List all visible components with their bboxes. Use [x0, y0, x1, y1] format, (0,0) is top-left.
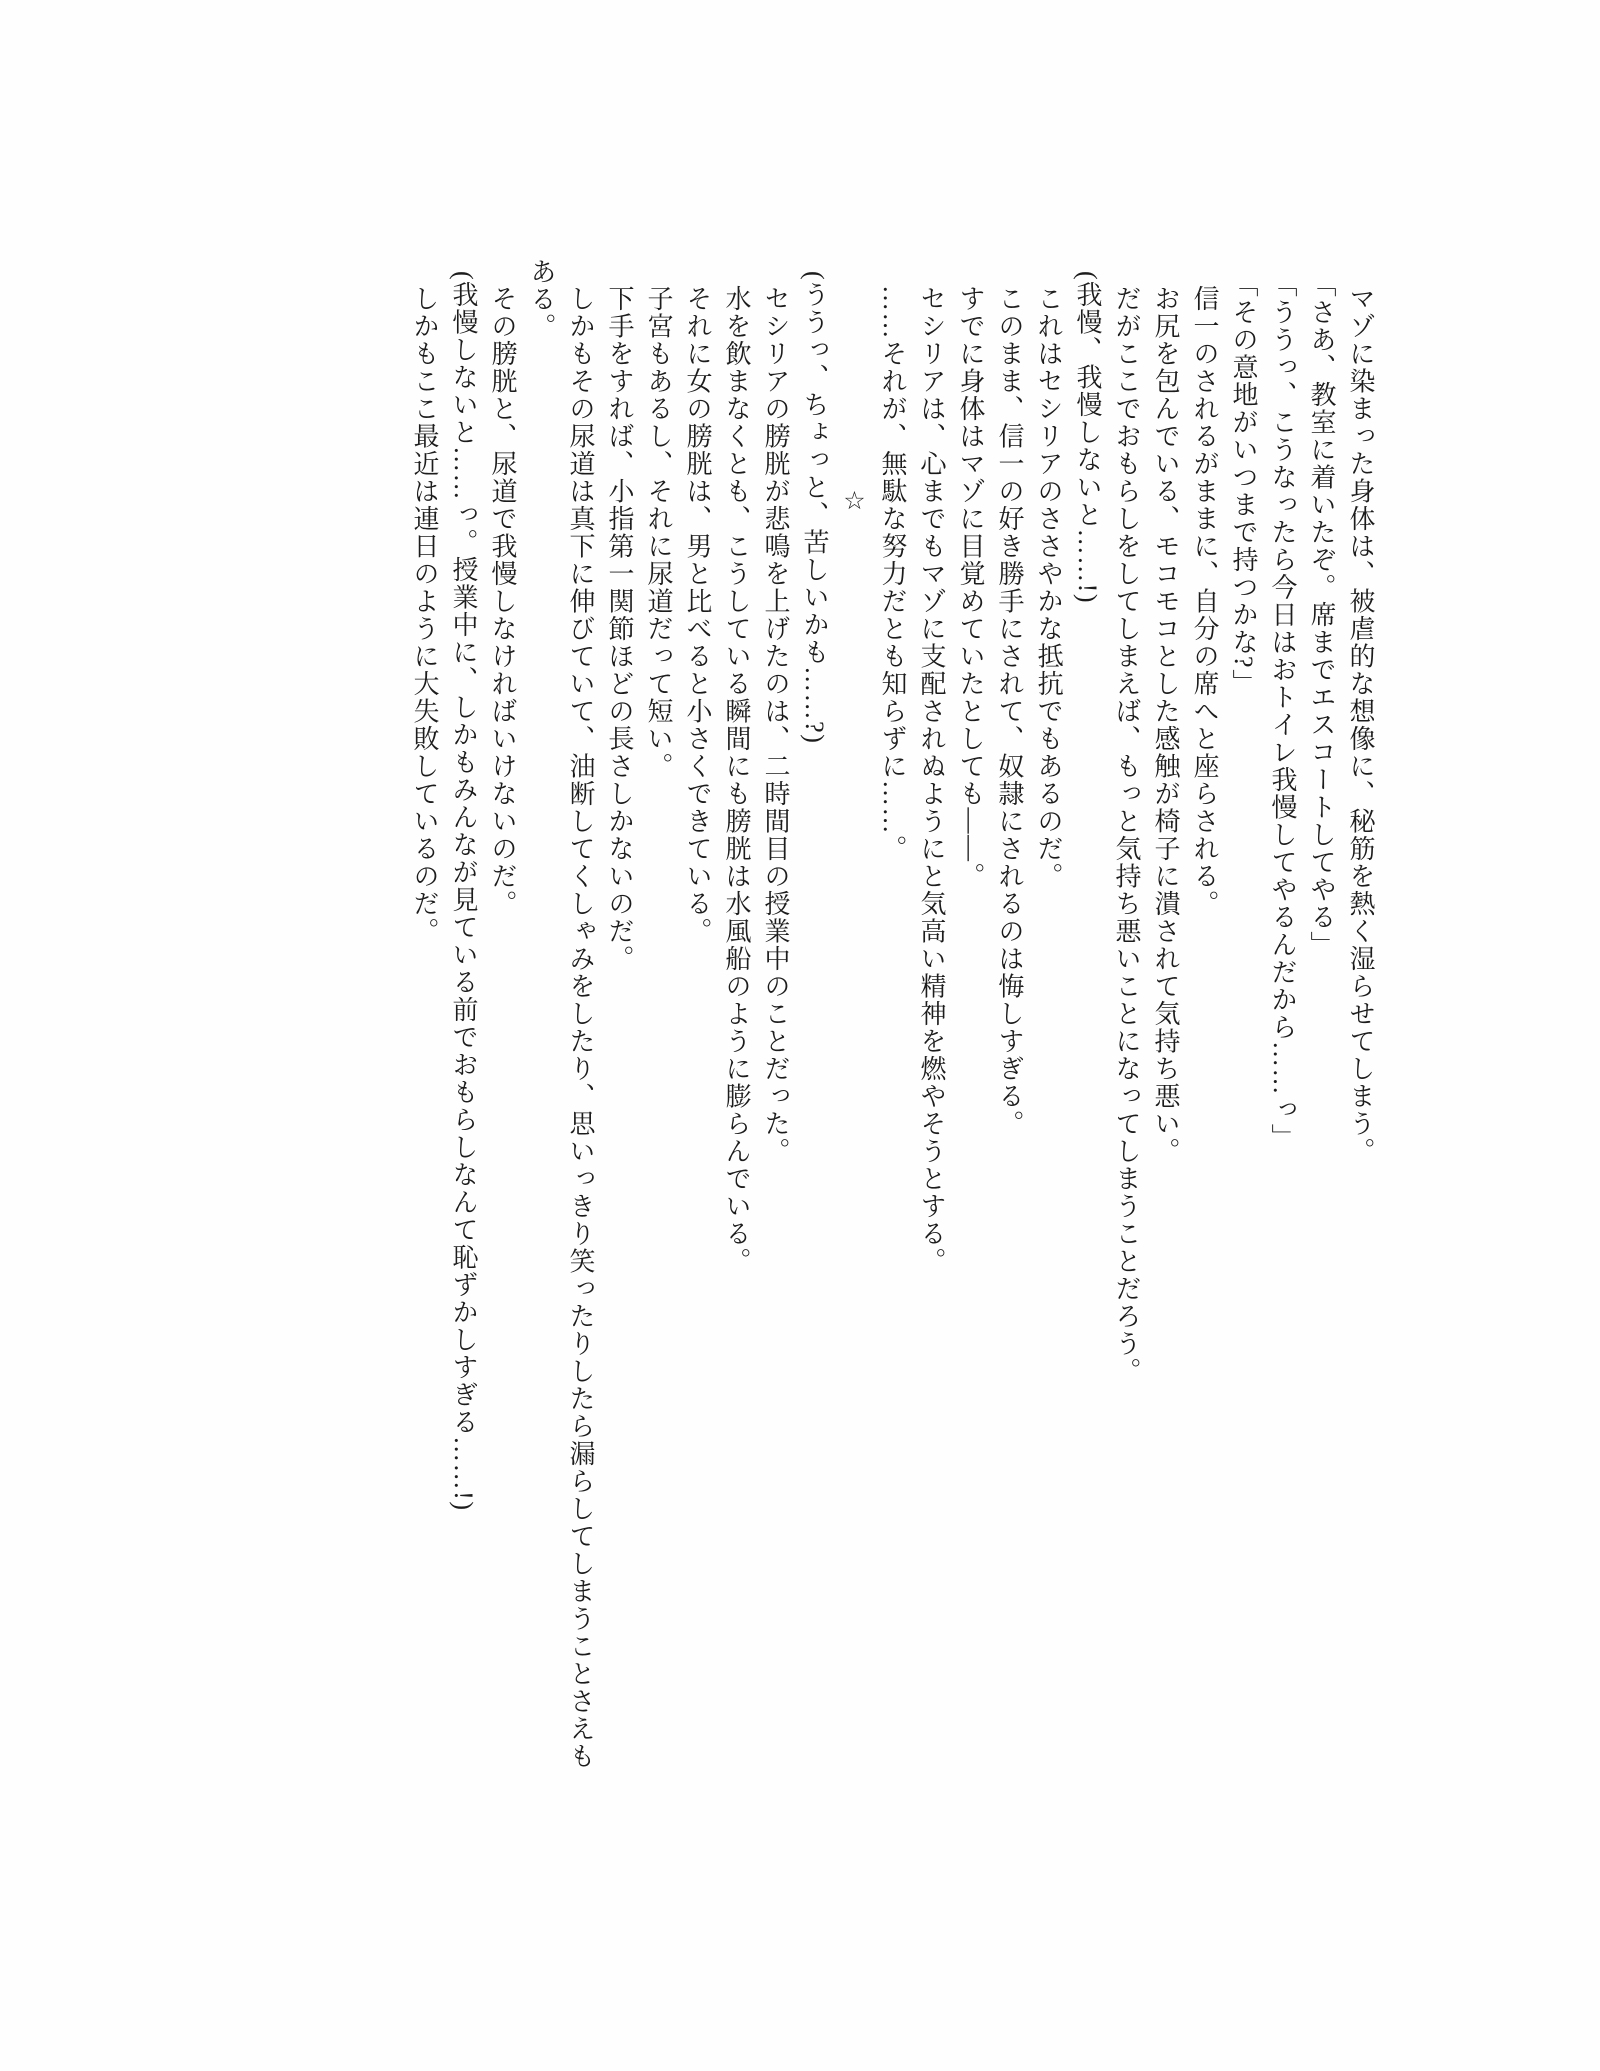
text-line-continuation: ある。: [527, 258, 556, 341]
text-line: 下手をすれば、小指第一関節ほどの長さしかないのだ。: [605, 285, 634, 973]
text-line: マゾに染まった身体は、被虐的な想像に、秘筋を熱く湿らせてしまう。: [1346, 285, 1375, 1165]
text-line: その膀胱と、尿道で我慢しなければいけないのだ。: [488, 285, 517, 918]
text-line-thought: (ううっ、ちょっと、苦しいかも……?): [800, 271, 829, 745]
text-line-quote: 「ううっ、こうなったら今日はおトイレ我慢してやるんだから……っ」: [1268, 271, 1297, 1151]
text-line: これはセシリアのささやかな抵抗でもあるのだ。: [1034, 285, 1063, 890]
text-line: だがここでおもらしをしてしまえば、もっと気持ち悪いことになってしまうことだろう。: [1112, 285, 1141, 1385]
text-line: しかもここ最近は連日のように大失敗しているのだ。: [410, 285, 439, 945]
text-line-quote: 「さあ、教室に着いたぞ。席までエスコートしてやる」: [1307, 271, 1336, 959]
text-line: お尻を包んでいる、モコモコとした感触が椅子に潰されて気持ち悪い。: [1151, 285, 1180, 1165]
text-line: それに女の膀胱は、男と比べると小さくできている。: [683, 285, 712, 945]
text-line: セシリアは、心までもマゾに支配されぬようにと気高い精神を燃やそうとする。: [917, 285, 946, 1275]
text-line: このまま、信一の好き勝手にされて、奴隷にされるのは悔しすぎる。: [995, 285, 1024, 1138]
text-line: しかもその尿道は真下に伸びていて、油断してくしゃみをしたり、思いっきり笑ったりしたら漏らしてしまうことさえも: [566, 285, 595, 1770]
scene-break-star: ☆: [840, 486, 867, 515]
text-line-quote: 「その意地がいつまで持つかな?」: [1229, 271, 1258, 697]
text-line-thought: (我慢しないと……っ。授業中に、しかもみんなが見ている前でおもらしなんて恥ずかしすぎる……!): [449, 271, 478, 1512]
text-line-thought: (我慢、我慢しないと……!): [1073, 271, 1102, 604]
text-line: 水を飲まなくとも、こうしている瞬間にも膀胱は水風船のように膨らんでいる。: [722, 285, 751, 1275]
text-line: 信一のされるがままに、自分の席へと座らされる。: [1190, 285, 1219, 918]
text-line: ……それが、無駄な努力だとも知らずに……。: [878, 285, 907, 863]
vertical-text-block: [405, 258, 1380, 1848]
text-line: すでに身体はマゾに目覚めていたとしても――。: [956, 285, 985, 890]
text-line: セシリアの膀胱が悲鳴を上げたのは、二時間目の授業中のことだった。: [761, 285, 790, 1165]
text-line: 子宮もあるし、それに尿道だって短い。: [644, 285, 673, 780]
